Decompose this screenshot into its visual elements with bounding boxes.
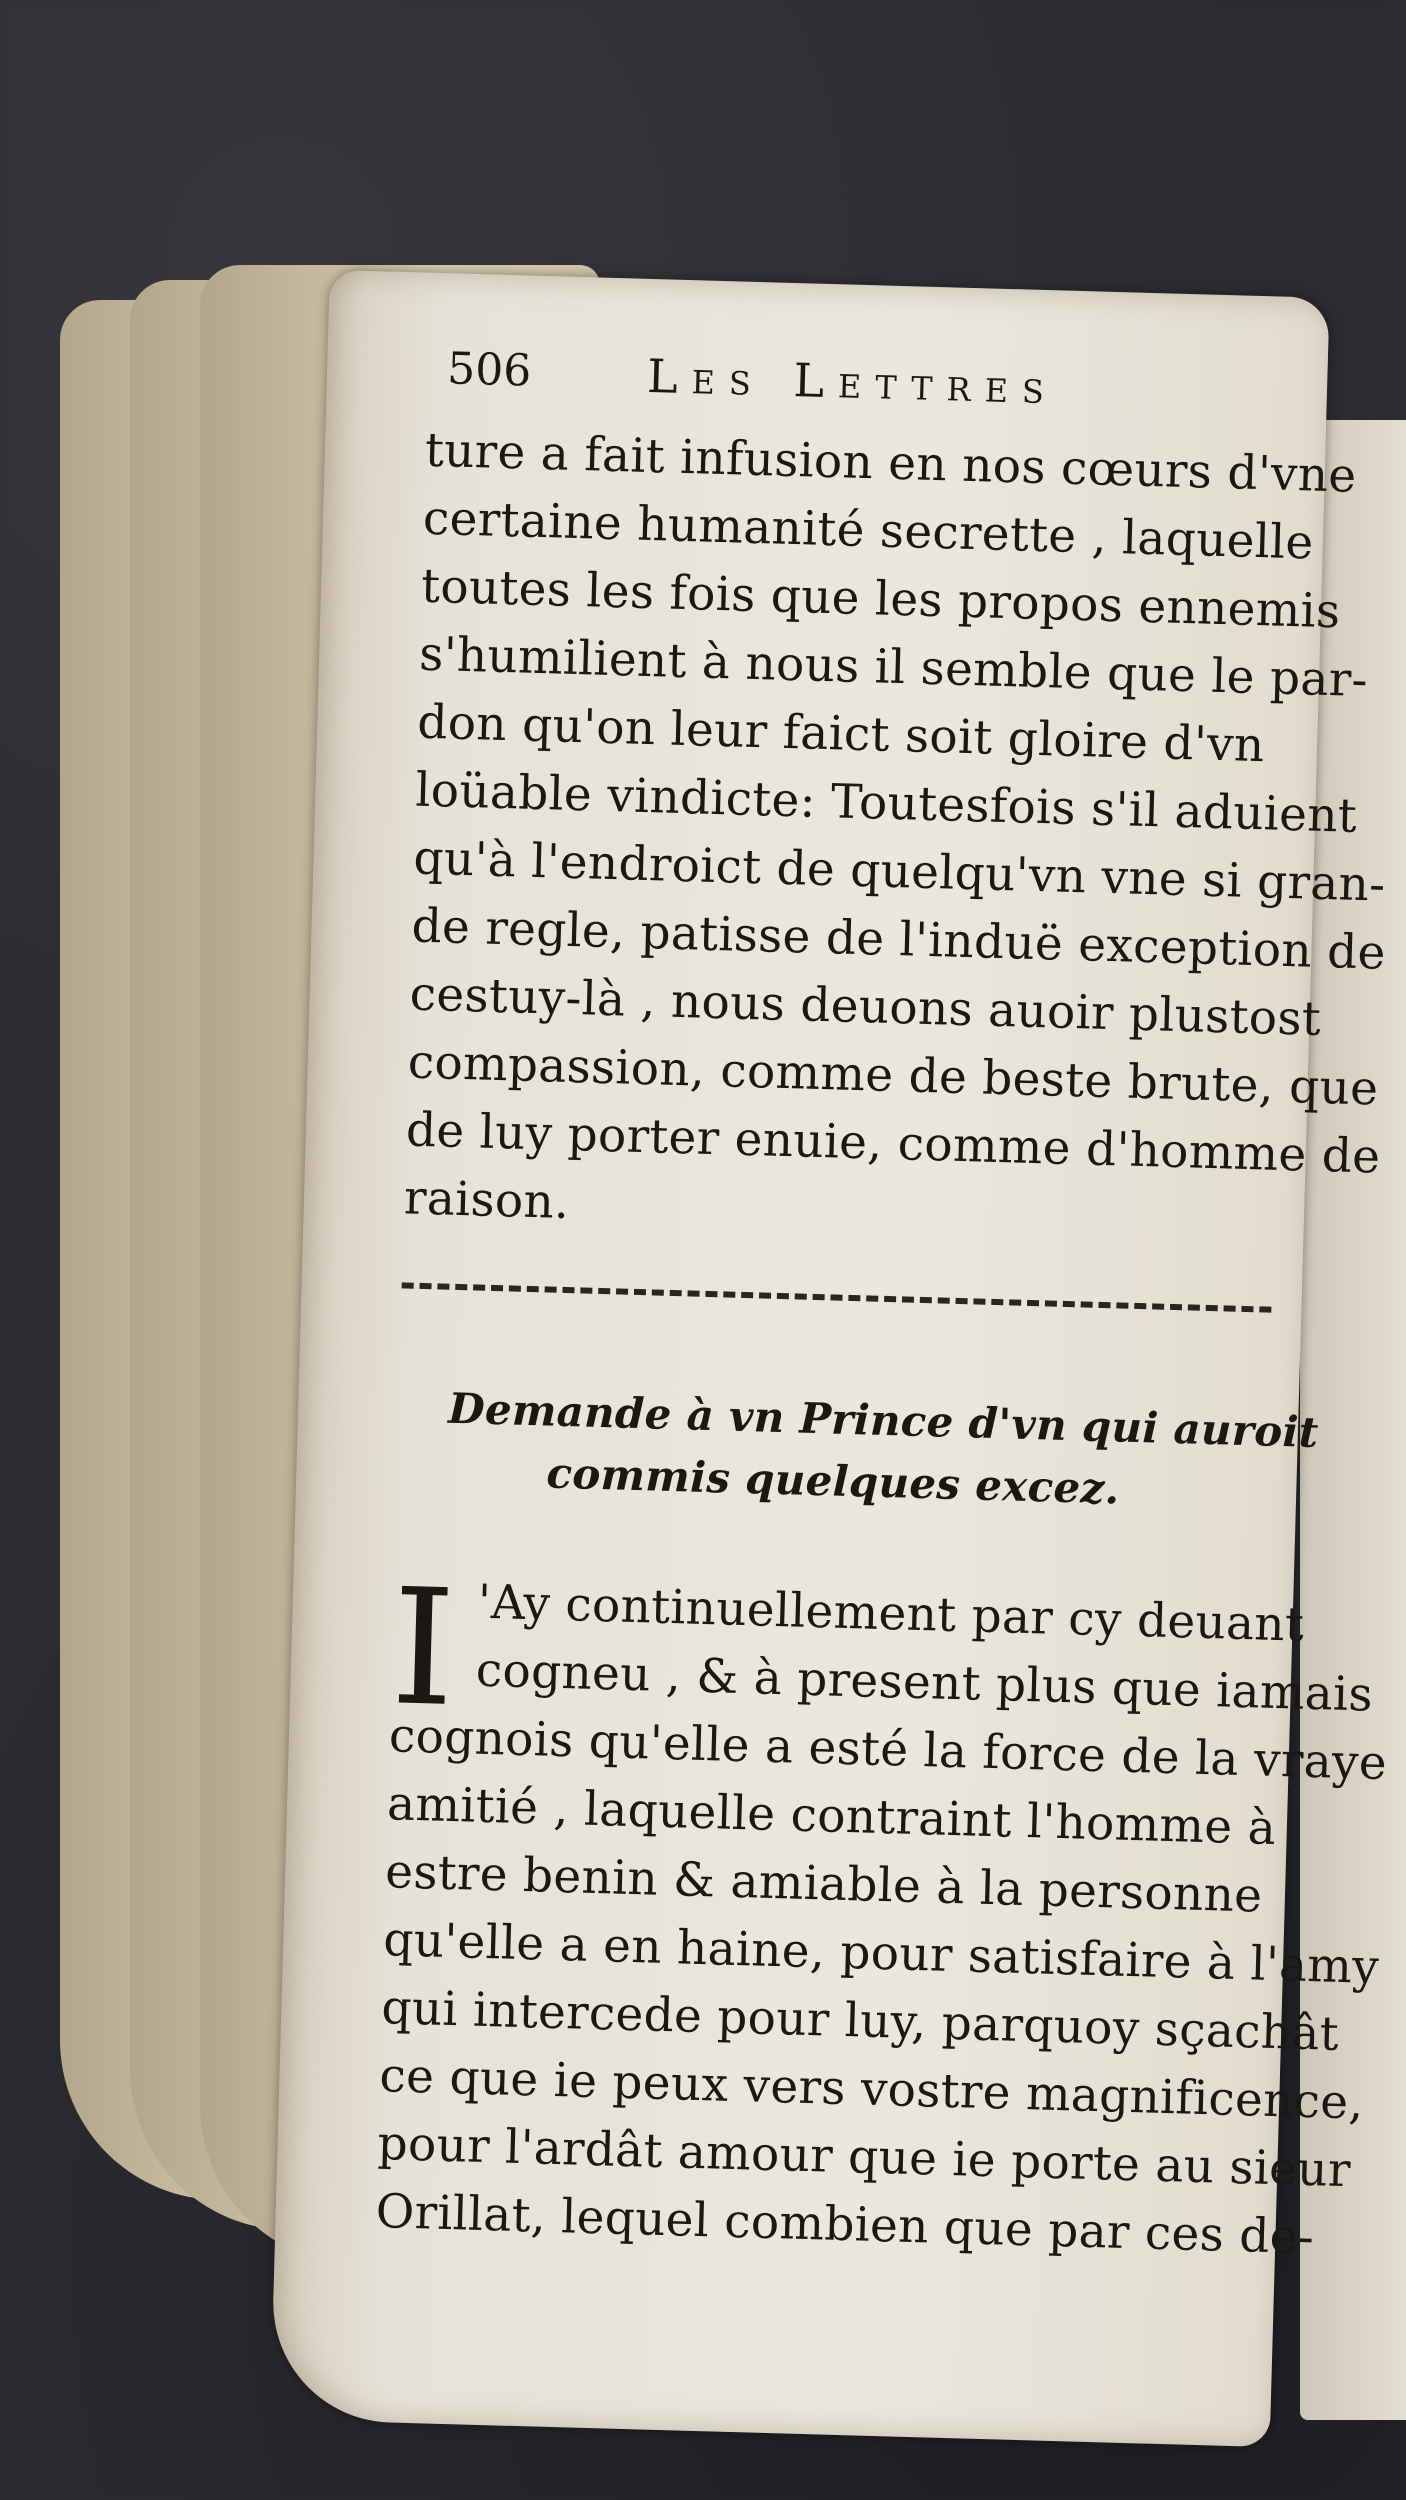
section-divider <box>401 1282 1271 1322</box>
drop-cap: I <box>388 1553 458 1742</box>
text-line: compassion, comme de beste brute, que <box>407 1034 1380 1117</box>
text-line: estre benin & amiable à la personne <box>384 1844 1264 1924</box>
text-line: s'humilient à nous il semble que le par- <box>418 626 1369 709</box>
text-line: qu'à l'endroict de quelqu'vn vne si gran- <box>412 830 1387 913</box>
page-number: 506 <box>446 343 532 397</box>
text-line: cestuy-là , nous deuons auoir plustost <box>409 966 1322 1047</box>
text-line: don qu'on leur faict soit gloire d'vn <box>416 694 1266 774</box>
text-line: certaine humanité secrette , laquelle <box>422 490 1315 571</box>
text-line: raison. <box>403 1170 571 1231</box>
text-line: de luy porter enuie, comme d'homme de <box>405 1102 1382 1185</box>
section-heading-line: Demande à vn Prince d'vn qui auroit <box>447 1383 1320 1458</box>
text-line: Orillat, lequel combien que par ces de- <box>375 2184 1315 2266</box>
text-line: de regle, patisse de l'induë exception de <box>410 898 1387 981</box>
text-line: cogneu , & à present plus que iamais <box>475 1642 1374 1723</box>
text-line: loüable vindicte: Toutesfois s'il aduient <box>414 762 1358 844</box>
running-title: Les Lettres <box>646 348 1059 415</box>
text-line: 'Ay continuellement par cy deuant <box>477 1574 1305 1653</box>
text-line: ce que ie peux vers vostre magnificence, <box>378 2048 1365 2131</box>
page-header <box>446 343 1207 424</box>
text-line: amitié , laquelle contraint l'homme à <box>386 1776 1277 1857</box>
section-heading-line: commis quelques excez. <box>545 1448 1121 1514</box>
text-line: qu'elle a en haine, pour satisfaire à l'amy <box>382 1912 1380 1995</box>
text-line: cognois qu'elle a esté la force de la vraye <box>388 1708 1388 1792</box>
book-page <box>270 270 1388 2447</box>
text-line: pour l'ardât amour que ie porte au sieur <box>376 2116 1352 2199</box>
text-line: ture a fait infusion en nos cœurs d'vne <box>424 422 1358 504</box>
text-line: qui intercede pour luy, parquoy sçachât <box>380 1980 1340 2062</box>
text-line: toutes les fois que les propos ennemis <box>420 558 1342 640</box>
